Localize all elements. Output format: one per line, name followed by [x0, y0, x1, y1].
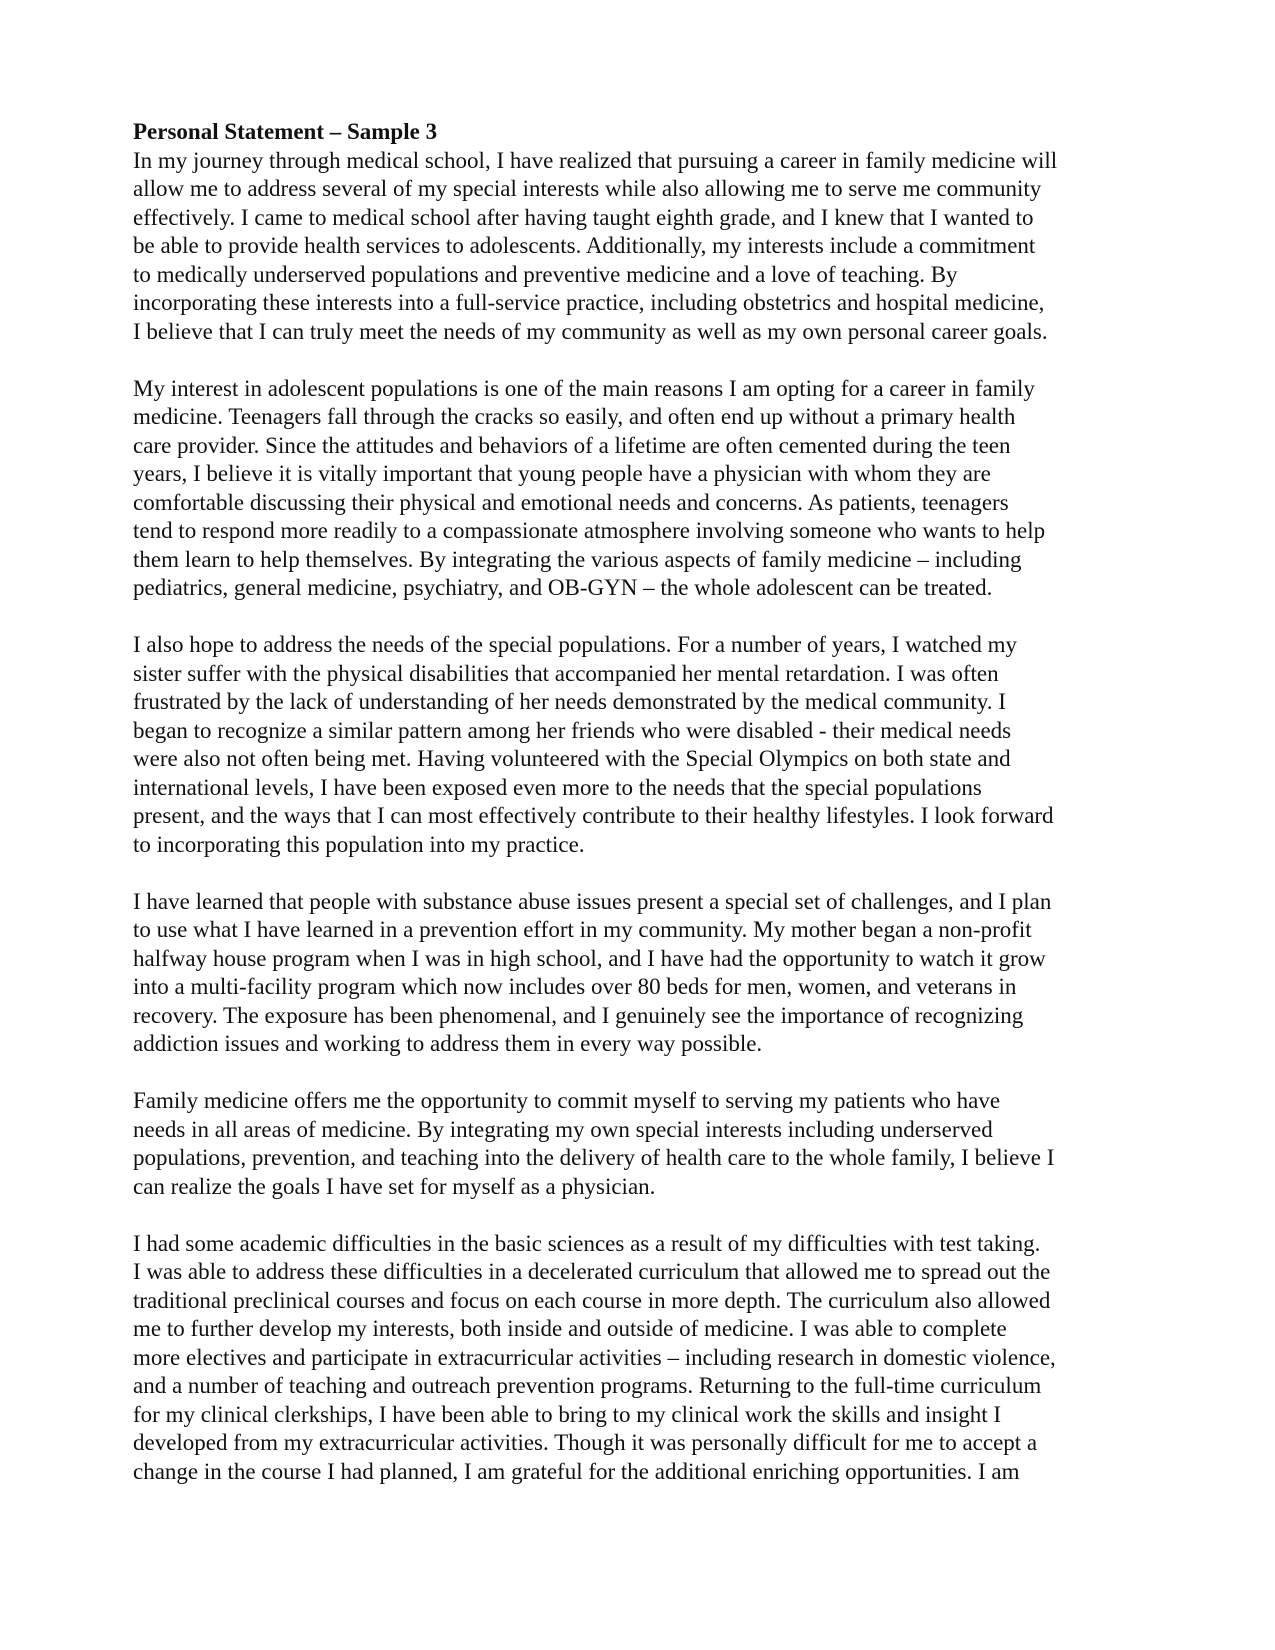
text-line: allow me to address several of my special interests while also allowing me to serve me community: [133, 176, 1042, 201]
text-line: were also not often being met. Having volunteered with the Special Olympics on both state and: [133, 746, 1011, 771]
text-line: years, I believe it is vitally important that young people have a physician with whom they are: [133, 461, 991, 486]
document-title: Personal Statement – Sample 3: [133, 119, 438, 144]
text-line: change in the course I had planned, I am grateful for the additional enriching opportunities. I am: [133, 1458, 1020, 1484]
text-line: halfway house program when I was in high school, and I have had the opportunity to watch it grow: [133, 945, 1046, 971]
text-line: populations, prevention, and teaching into the delivery of health care to the whole family, I believe I: [133, 1145, 1055, 1170]
text-line: My interest in adolescent populations is one of the main reasons I am opting for a career in family: [133, 375, 1035, 401]
paragraph: [133, 1087, 1143, 1201]
document-page: [133, 118, 1143, 1515]
text-line: medicine. Teenagers fall through the cracks so easily, and often end up without a primary health: [133, 404, 1016, 429]
text-line: In my journey through medical school, I have realized that pursuing a career in family medicine will: [133, 147, 1058, 173]
text-line: them learn to help themselves. By integrating the various aspects of family medicine – including: [133, 546, 1022, 572]
text-line: needs in all areas of medicine. By integrating my own special interests including underserved: [133, 1116, 993, 1142]
paragraph: [133, 631, 1143, 859]
document-body: [133, 147, 1143, 1487]
text-line: I had some academic difficulties in the basic sciences as a result of my difficulties with test taking.: [133, 1230, 1041, 1256]
paragraph: [133, 1230, 1143, 1487]
text-line: into a multi-facility program which now includes over 80 beds for men, women, and veterans in: [133, 974, 1017, 999]
text-line: more electives and participate in extracurricular activities – including research in domestic violence,: [133, 1344, 1056, 1370]
text-line: care provider. Since the attitudes and behaviors of a lifetime are often cemented during the teen: [133, 432, 1011, 458]
text-line: I have learned that people with substance abuse issues present a special set of challenges, and I plan: [133, 888, 1052, 914]
text-line: present, and the ways that I can most effectively contribute to their healthy lifestyles. I look forward: [133, 803, 1054, 828]
text-line: to medically underserved populations and preventive medicine and a love of teaching. By: [133, 261, 958, 287]
text-line: frustrated by the lack of understanding of her needs demonstrated by the medical community. I: [133, 689, 1006, 714]
text-line: and a number of teaching and outreach prevention programs. Returning to the full-time curriculum: [133, 1373, 1042, 1398]
text-line: to incorporating this population into my practice.: [133, 831, 585, 857]
text-line: I believe that I can truly meet the needs of my community as well as my own personal career goals.: [133, 318, 1048, 344]
text-line: effectively. I came to medical school after having taught eighth grade, and I knew that I wanted to: [133, 204, 1034, 230]
text-line: I also hope to address the needs of the special populations. For a number of years, I watched my: [133, 632, 1017, 657]
text-line: traditional preclinical courses and focus on each course in more depth. The curriculum also allowed: [133, 1287, 1051, 1313]
text-line: Family medicine offers me the opportunity to commit myself to serving my patients who have: [133, 1088, 1001, 1113]
text-line: I was able to address these difficulties in a decelerated curriculum that allowed me to spread out the: [133, 1259, 1051, 1284]
text-line: began to recognize a similar pattern among her friends who were disabled - their medical needs: [133, 717, 1012, 743]
text-line: me to further develop my interests, both inside and outside of medicine. I was able to complete: [133, 1316, 1007, 1341]
paragraph: [133, 147, 1143, 347]
paragraph: [133, 375, 1143, 603]
text-line: comfortable discussing their physical and emotional needs and concerns. As patients, teenagers: [133, 489, 1009, 515]
text-line: for my clinical clerkships, I have been able to bring to my clinical work the skills and insight I: [133, 1401, 1002, 1427]
text-line: recovery. The exposure has been phenomenal, and I genuinely see the importance of recognizing: [133, 1002, 1024, 1028]
text-line: pediatrics, general medicine, psychiatry, and OB-GYN – the whole adolescent can be treated.: [133, 575, 993, 600]
text-line: be able to provide health services to adolescents. Additionally, my interests include a commitment: [133, 233, 1036, 258]
text-line: incorporating these interests into a full-service practice, including obstetrics and hospital medicine,: [133, 290, 1045, 315]
text-line: developed from my extracurricular activities. Though it was personally difficult for me to accept a: [133, 1430, 1038, 1455]
text-line: tend to respond more readily to a compassionate atmosphere involving someone who wants to help: [133, 518, 1046, 543]
text-line: international levels, I have been exposed even more to the needs that the special populations: [133, 774, 982, 800]
text-line: to use what I have learned in a prevention effort in my community. My mother began a non-profit: [133, 917, 1032, 942]
paragraph: [133, 888, 1143, 1059]
text-line: addiction issues and working to address them in every way possible.: [133, 1031, 763, 1056]
text-line: sister suffer with the physical disabilities that accompanied her mental retardation. I was often: [133, 660, 999, 686]
text-line: can realize the goals I have set for myself as a physician.: [133, 1173, 656, 1199]
